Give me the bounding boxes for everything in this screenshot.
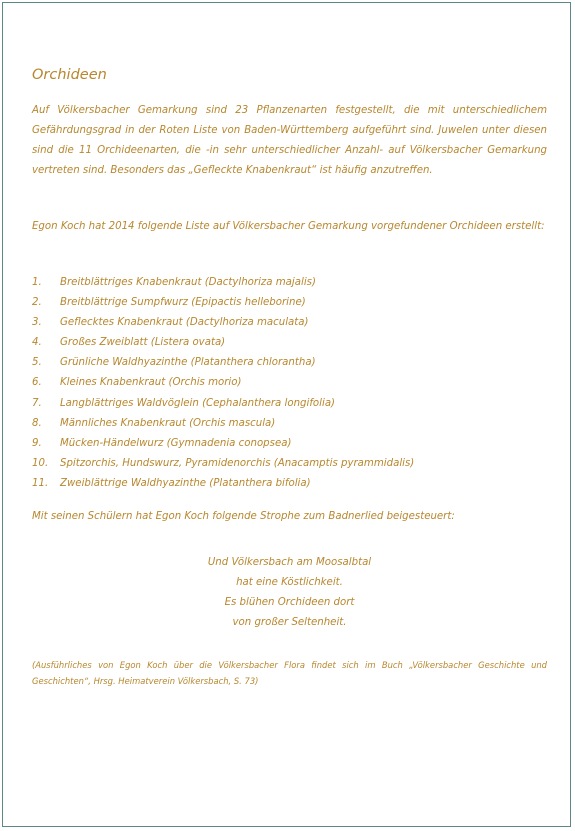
list-item [32,313,547,333]
list-item-number: 10. [32,457,49,469]
list-item-name: Breitblättrige Sumpfwurz (Epipactis helleborine) [60,297,306,309]
list-item-number: 8. [32,417,42,429]
list-item [32,454,547,474]
list-item-number: 3. [32,317,42,329]
page-frame [2,2,571,827]
list-item [32,434,547,454]
list-item-name: Kleines Knabenkraut (Orchis morio) [60,377,242,389]
list-item-number: 1. [32,277,42,288]
list-item-name: Geflecktes Knabenkraut (Dactylhoriza maculata) [60,317,309,329]
document-content [32,65,547,689]
verse-line: von großer Seltenheit. [232,617,347,629]
footnote: (Ausführliches von Egon Koch über die Völkersbacher Flora findet sich im Buch „Völkersbacher Geschichte und Geschichten“, Hrsg. Heimatverein Völkersbach, S. 73) [32,660,547,687]
list-item-name: Mücken-Händelwurz (Gymnadenia conopsea) [60,437,292,449]
verse-line: Es blühen Orchideen dort [224,597,355,609]
list-item [32,414,547,434]
list-item-number: 2. [32,297,42,309]
orchid-list [32,273,547,494]
list-item [32,353,547,373]
list-item-name: Spitzorchis, Hundswurz, Pyramidenorchis (Anacamptis pyrammidalis) [60,457,415,469]
list-item [32,273,547,293]
list-item [32,474,547,494]
list-item-number: 9. [32,437,42,449]
list-item [32,293,547,313]
verse-intro-paragraph: Mit seinen Schülern hat Egon Koch folgende Strophe zum Badnerlied beigesteuert: [32,511,455,523]
list-item [32,333,547,353]
list-item-number: 11. [32,477,49,489]
list-item-name: Zweiblättrige Waldhyazinthe (Platanthera bifolia) [60,477,311,489]
list-item [32,373,547,393]
list-item-number: 5. [32,357,42,369]
list-item-name: Grünliche Waldhyazinthe (Platanthera chlorantha) [60,357,316,369]
list-item-name: Männliches Knabenkraut (Orchis mascula) [60,417,276,429]
intro-paragraph: Auf Völkersbacher Gemarkung sind 23 Pflanzenarten festgestellt, die mit unterschiedlichem Gefährdungsgrad in der Roten Liste von Baden-Württemberg aufgeführt sind. Juwelen unter diesen sind die 11 Orchideenarten, die -in sehr unterschiedlicher Anzahl- auf Völkersbacher Gemarkung vertreten sind. Besonders das „Gefleckte Knabenkraut“ ist häufig anzutreffen. [32,105,547,176]
list-item-name: Großes Zweiblatt (Listera ovata) [60,337,226,349]
list-intro-paragraph: Egon Koch hat 2014 folgende Liste auf Völkersbacher Gemarkung vorgefundener Orchideen erstellt: [32,221,545,232]
list-item-name: Langblättriges Waldvöglein (Cephalanthera longifolia) [60,397,336,409]
list-item-name: Breitblättriges Knabenkraut (Dactylhoriza majalis) [60,277,316,288]
verse-line: Und Völkersbach am Moosalbtal [207,557,372,569]
list-item-number: 4. [32,337,42,349]
list-item-number: 6. [32,377,42,389]
list-item-number: 7. [32,397,42,409]
page-title: Orchideen [32,67,107,83]
verse-line: hat eine Köstlichkeit. [236,577,343,589]
list-item [32,394,547,414]
verse-block [32,553,547,633]
